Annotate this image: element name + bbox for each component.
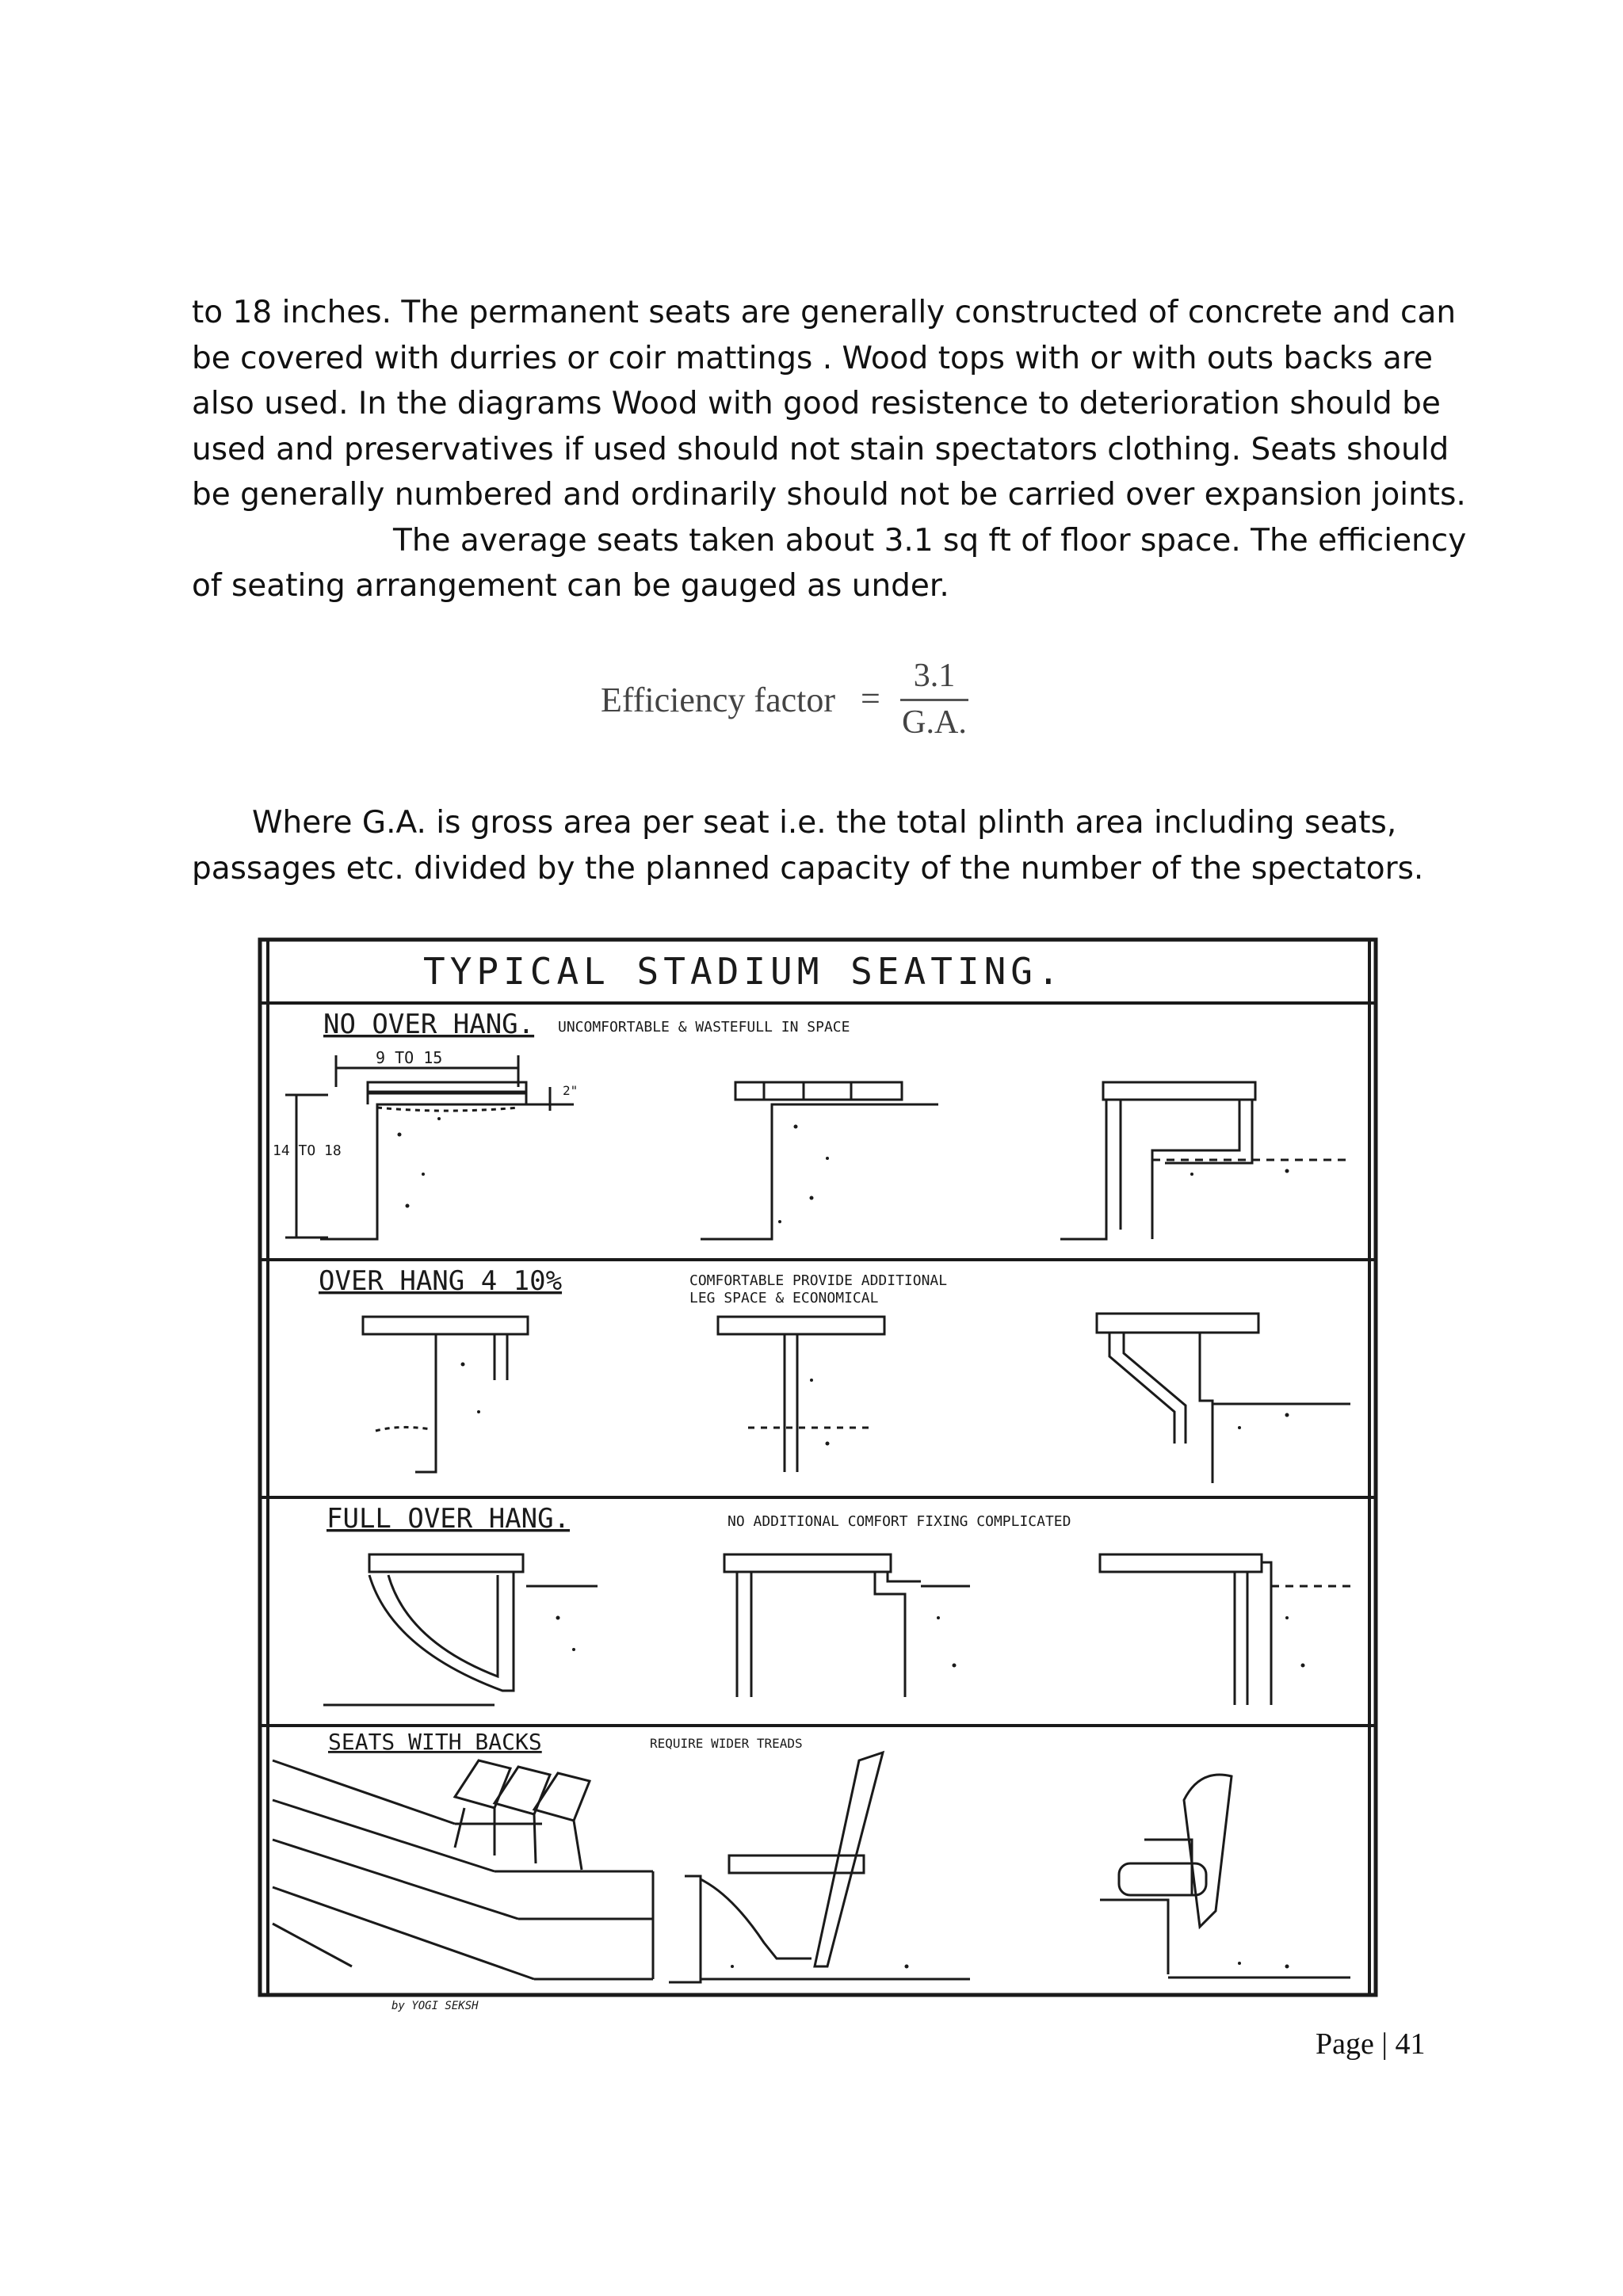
formula-equals: = — [861, 679, 880, 718]
seats-with-backs-sketches — [273, 1753, 1350, 1982]
formula-fraction — [900, 656, 968, 742]
formula-label: Efficiency factor — [601, 681, 836, 719]
section-note-full-overhang: NO ADDITIONAL COMFORT FIXING COMPLICATED — [727, 1513, 1071, 1530]
section-heading-no-overhang: NO OVER HANG. — [323, 1009, 535, 1040]
fraction-bar — [900, 699, 968, 701]
dimension-tread: 9 TO 15 — [376, 1048, 443, 1067]
text-line: used and preservatives if used should not stain spectators clothing. Seats should — [192, 431, 1449, 467]
stadium-seating-sketch — [257, 936, 1382, 2014]
section-note-no-overhang: UNCOMFORTABLE & WASTEFULL IN SPACE — [558, 1019, 850, 1035]
stadium-seating-figure — [257, 936, 1382, 2014]
text-line: be generally numbered and ordinarily should not be carried over expansion joints. — [192, 477, 1466, 513]
text-line: to 18 inches. The permanent seats are generally constructed of concrete and can — [192, 295, 1457, 330]
body-paragraph-1 — [192, 290, 1467, 609]
text-line: passages etc. divided by the planned capacity of the number of the spectators. — [192, 850, 1424, 887]
dimension-thickness: 2" — [563, 1083, 579, 1098]
text-line: be covered with durries or coir mattings . Wood tops with or with outs backs are — [192, 340, 1433, 376]
section-heading-full-overhang: FULL OVER HANG. — [327, 1503, 571, 1535]
figure-credit: by YOGI SEKSH — [391, 2000, 479, 2012]
text-line: Where G.A. is gross area per seat i.e. the total plinth area including seats, — [252, 805, 1397, 841]
section-note-overhang: COMFORTABLE PROVIDE ADDITIONAL — [689, 1272, 948, 1289]
body-paragraph-2 — [192, 800, 1436, 891]
dimension-rise: 14 TO 18 — [273, 1142, 342, 1159]
section-note-overhang-2: LEG SPACE & ECONOMICAL — [689, 1290, 879, 1306]
section-heading-overhang: OVER HANG 4 10% — [319, 1265, 563, 1297]
text-line: The average seats taken about 3.1 sq ft of floor space. The efficiency — [393, 522, 1467, 559]
section-heading-seats-with-backs: SEATS WITH BACKS — [328, 1729, 542, 1755]
formula-numerator: 3.1 — [913, 658, 956, 694]
overhang-sketches — [363, 1314, 1350, 1483]
text-line: of seating arrangement can be gauged as under. — [192, 568, 949, 604]
no-overhang-sketches — [285, 1055, 1350, 1239]
section-note-seats-with-backs: REQUIRE WIDER TREADS — [650, 1736, 803, 1751]
text-line: also used. In the diagrams Wood with good resistence to deterioration should be — [192, 386, 1441, 421]
formula-denominator: G.A. — [902, 704, 967, 741]
full-overhang-sketches — [323, 1554, 1350, 1705]
page-number: Page | 41 — [1316, 2027, 1426, 2061]
figure-title: TYPICAL STADIUM SEATING. — [423, 950, 1064, 993]
